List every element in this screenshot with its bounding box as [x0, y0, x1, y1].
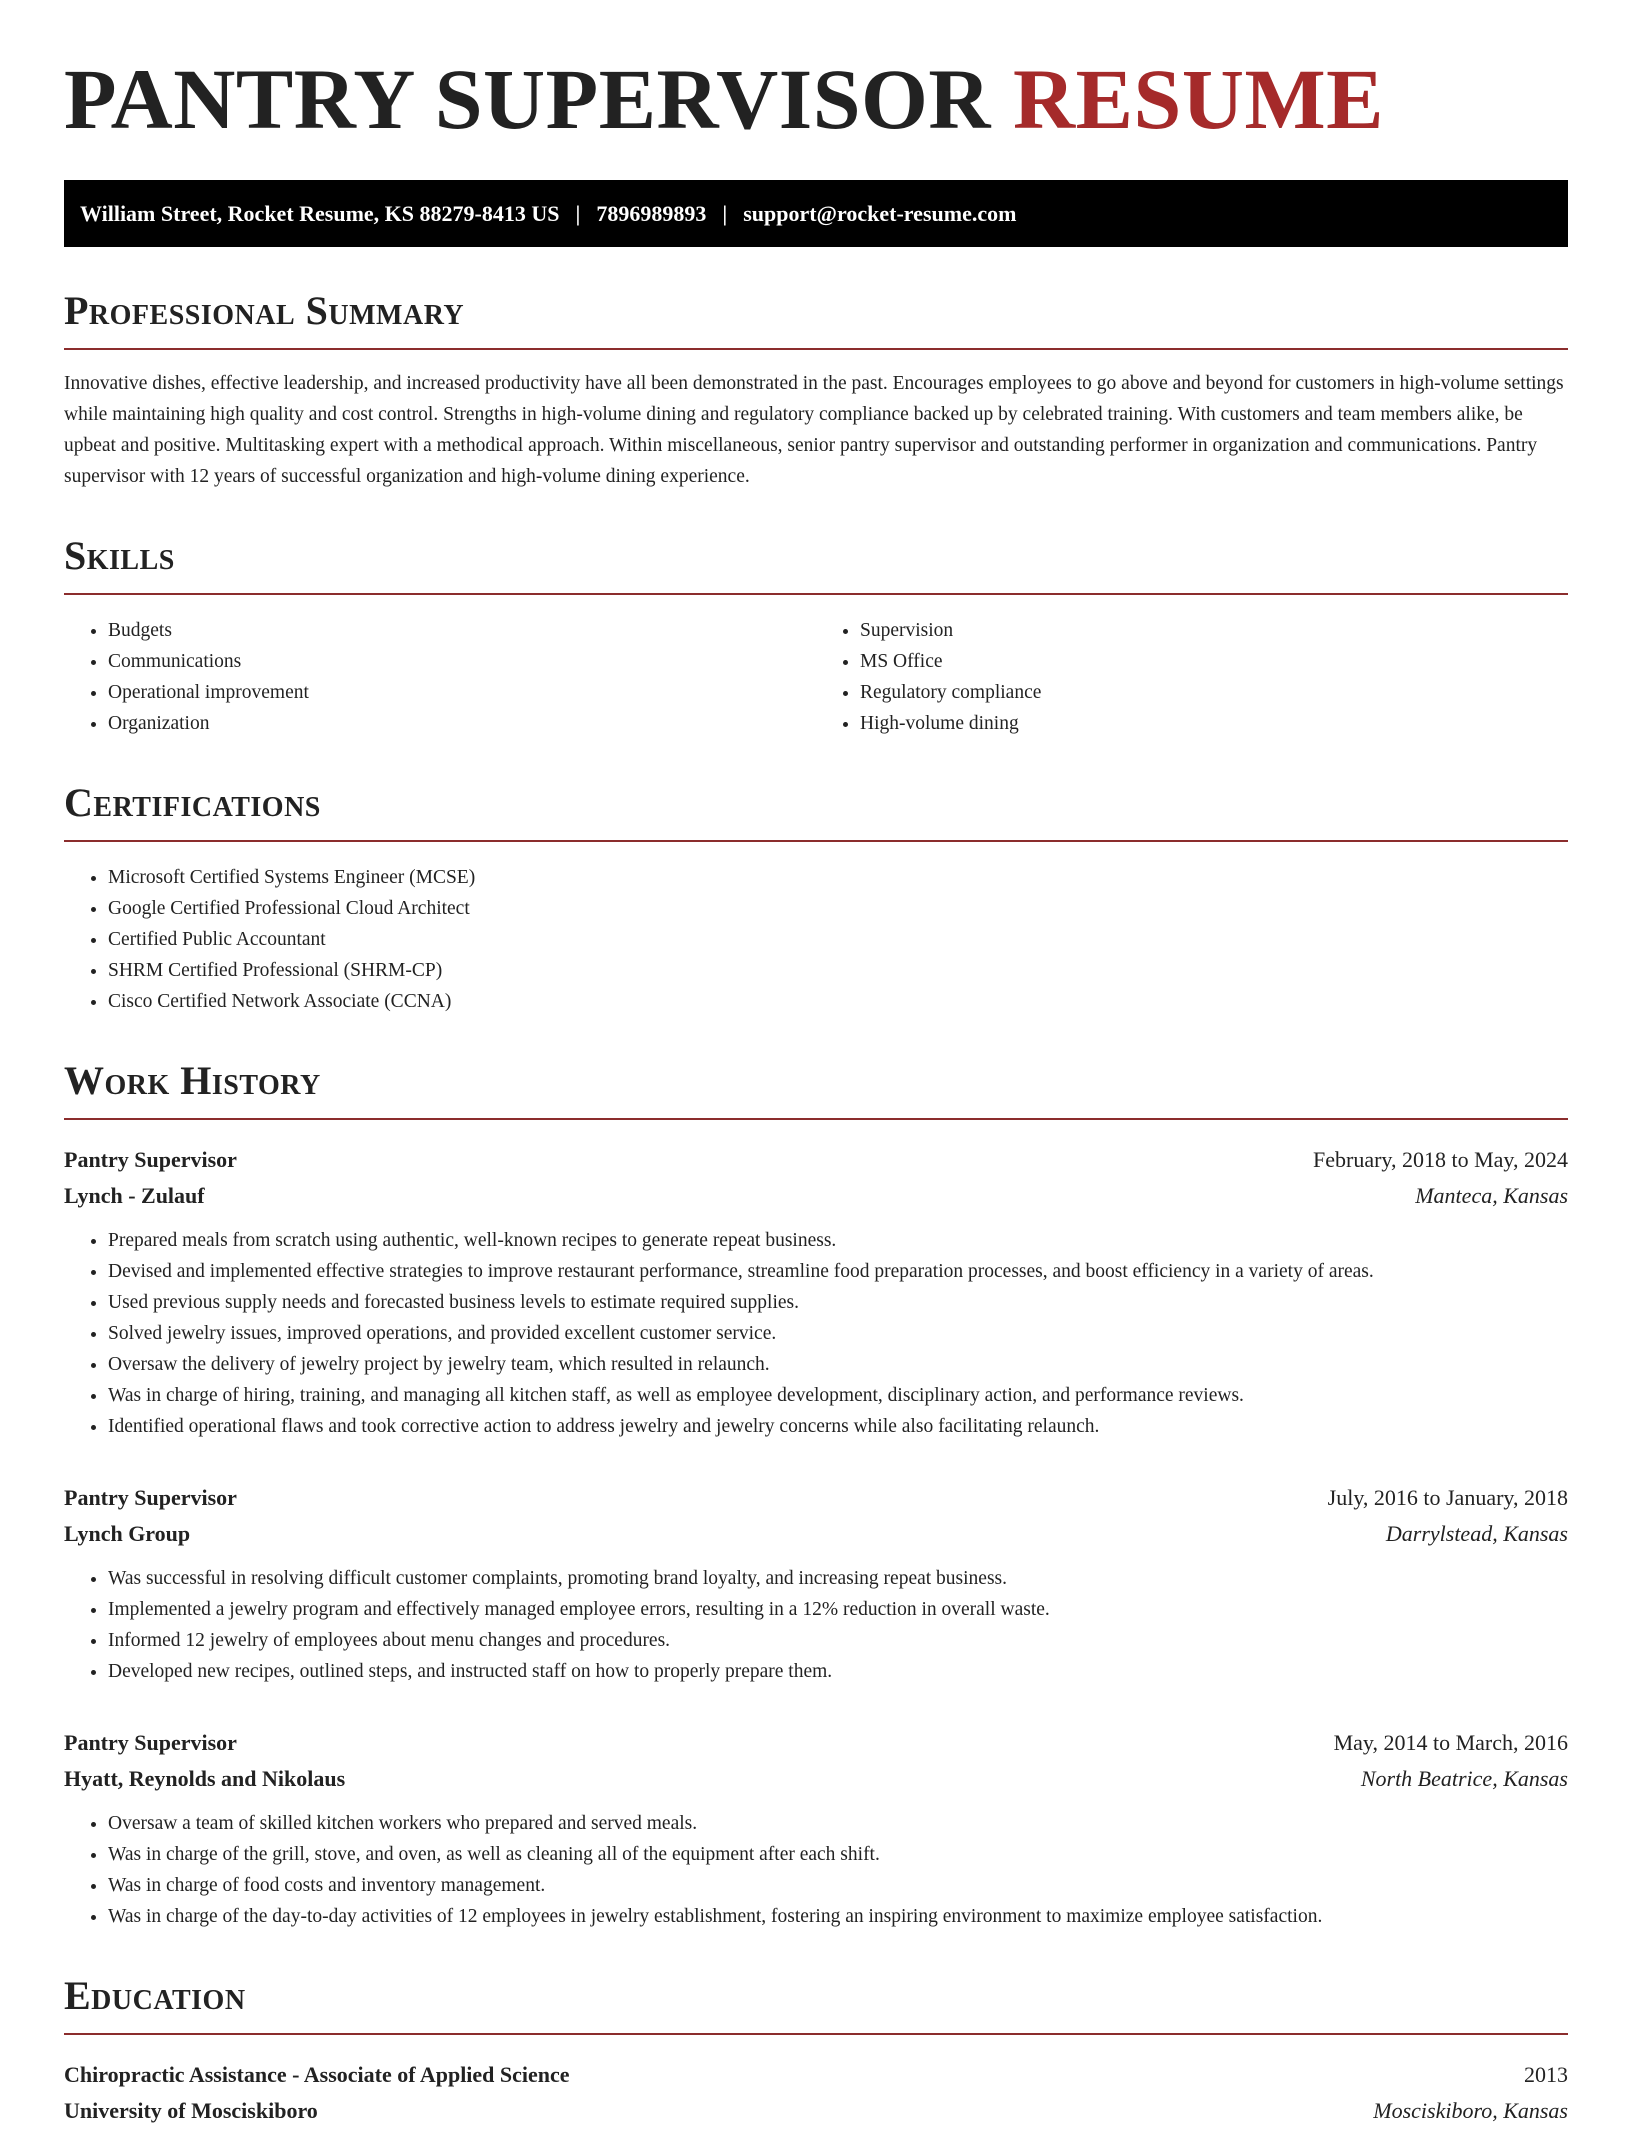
skill-item: • High-volume dining — [860, 708, 1568, 739]
section-divider — [64, 840, 1568, 842]
contact-address: William Street, Rocket Resume, KS 88279-8413 US — [80, 200, 560, 226]
job-bullets — [64, 1225, 1568, 1442]
certifications-list — [64, 862, 1568, 1017]
job-bullet: • Was successful in resolving difficult customer complaints, promoting brand loyalty, and increasing repeat business. — [108, 1563, 1568, 1594]
skill-item: • Communications — [108, 646, 816, 677]
work-history-heading: Work History — [64, 1058, 321, 1103]
job-bullets — [64, 1808, 1568, 1932]
job-company: Hyatt, Reynolds and Nikolaus — [64, 1766, 346, 1791]
section-divider — [64, 1118, 1568, 1120]
contact-separator: | — [575, 200, 581, 226]
job-bullet: • Was in charge of food costs and inventory management. — [108, 1870, 1568, 1901]
title-accent: RESUME — [1013, 51, 1384, 147]
job-bullet: • Was in charge of the day-to-day activities of 12 employees in jewelry establishment, fostering an inspiring environment to maximize employee satisfaction. — [108, 1901, 1568, 1932]
work-history-section — [64, 1058, 1568, 1932]
job-entry — [64, 1142, 1568, 1442]
job-bullet: • Informed 12 jewelry of employees about menu changes and procedures. — [108, 1625, 1568, 1656]
job-entry — [64, 1480, 1568, 1687]
job-header-row — [64, 1480, 1568, 1516]
job-company: Lynch - Zulauf — [64, 1183, 205, 1208]
skill-item: • MS Office — [860, 646, 1568, 677]
section-divider — [64, 348, 1568, 350]
job-title: Pantry Supervisor — [64, 1147, 237, 1172]
certification-item: • Google Certified Professional Cloud Architect — [108, 893, 1568, 924]
summary-section — [64, 288, 1568, 492]
education-school: University of Mosciskiboro — [64, 2098, 318, 2123]
certifications-section — [64, 780, 1568, 1017]
job-bullet: • Solved jewelry issues, improved operations, and provided excellent customer service. — [108, 1318, 1568, 1349]
job-bullets — [64, 1563, 1568, 1687]
contact-separator: | — [722, 200, 728, 226]
job-location: North Beatrice, Kansas — [1360, 1766, 1568, 1791]
contact-phone: 7896989893 — [596, 200, 707, 226]
job-company-row — [64, 1761, 1568, 1797]
section-divider — [64, 2033, 1568, 2035]
resume-title — [64, 0, 1568, 147]
education-year: 2013 — [1524, 2062, 1568, 2087]
education-location: Mosciskiboro, Kansas — [1373, 2098, 1568, 2123]
job-bullet: • Developed new recipes, outlined steps, and instructed staff on how to properly prepare them. — [108, 1656, 1568, 1687]
job-bullet: • Was in charge of hiring, training, and managing all kitchen staff, as well as employee development, disciplinary action, and performance reviews. — [108, 1380, 1568, 1411]
education-entry — [64, 2057, 1568, 2129]
certification-item: • SHRM Certified Professional (SHRM-CP) — [108, 955, 1568, 986]
job-location: Darrylstead, Kansas — [1385, 1521, 1568, 1546]
certifications-heading: Certifications — [64, 780, 321, 825]
skill-item: • Operational improvement — [108, 677, 816, 708]
job-bullet: • Oversaw a team of skilled kitchen workers who prepared and served meals. — [108, 1808, 1568, 1839]
job-title: Pantry Supervisor — [64, 1730, 237, 1755]
contact-bar — [64, 180, 1568, 247]
job-bullet: • Prepared meals from scratch using authentic, well-known recipes to generate repeat business. — [108, 1225, 1568, 1256]
summary-heading: Professional Summary — [64, 288, 465, 333]
title-main: PANTRY SUPERVISOR — [64, 51, 992, 147]
job-header-row — [64, 1725, 1568, 1761]
job-company-row — [64, 1516, 1568, 1552]
job-header-row — [64, 1142, 1568, 1178]
job-bullet: • Used previous supply needs and forecasted business levels to estimate required supplies. — [108, 1287, 1568, 1318]
skills-heading: Skills — [64, 533, 175, 578]
job-dates: July, 2016 to January, 2018 — [1327, 1485, 1568, 1510]
job-bullet: • Implemented a jewelry program and effectively managed employee errors, resulting in a 12% reduction in overall waste. — [108, 1594, 1568, 1625]
job-bullet: • Devised and implemented effective strategies to improve restaurant performance, streamline food preparation processes, and boost efficiency in a variety of areas. — [108, 1256, 1568, 1287]
skill-item: • Budgets — [108, 615, 816, 646]
education-degree: Chiropractic Assistance - Associate of Applied Science — [64, 2062, 570, 2087]
education-school-row — [64, 2093, 1568, 2129]
summary-text: Innovative dishes, effective leadership, and increased productivity have all been demonstrated in the past. Encourages employees to go above and beyond for customers in high-volume settings while maintaining high quality and cost control. Strengths in high-volume dining and regulatory compliance backed up by celebrated training. With customers and team members alike, be upbeat and positive. Multitasking expert with a methodical approach. Within miscellaneous, senior pantry supervisor and outstanding performer in organization and communications. Pantry supervisor with 12 years of successful organization and high-volume dining experience. — [64, 373, 1564, 487]
contact-email: support@rocket-resume.com — [743, 200, 1017, 226]
skill-item: • Supervision — [860, 615, 1568, 646]
skill-item: • Regulatory compliance — [860, 677, 1568, 708]
job-company-row — [64, 1178, 1568, 1214]
skills-list-left — [64, 615, 816, 739]
job-company: Lynch Group — [64, 1521, 191, 1546]
education-heading: Education — [64, 1973, 246, 2018]
certification-item: • Microsoft Certified Systems Engineer (MCSE) — [108, 862, 1568, 893]
job-dates: May, 2014 to March, 2016 — [1333, 1730, 1568, 1755]
section-divider — [64, 593, 1568, 595]
skill-item: • Organization — [108, 708, 816, 739]
skills-columns — [64, 615, 1568, 739]
job-bullet: • Oversaw the delivery of jewelry project by jewelry team, which resulted in relaunch. — [108, 1349, 1568, 1380]
certification-item: • Cisco Certified Network Associate (CCNA) — [108, 986, 1568, 1017]
job-dates: February, 2018 to May, 2024 — [1313, 1147, 1568, 1172]
job-title: Pantry Supervisor — [64, 1485, 237, 1510]
certification-item: • Certified Public Accountant — [108, 924, 1568, 955]
job-location: Manteca, Kansas — [1415, 1183, 1568, 1208]
skills-list-right — [816, 615, 1568, 739]
job-entry — [64, 1725, 1568, 1932]
skills-section — [64, 533, 1568, 739]
education-degree-row — [64, 2057, 1568, 2093]
job-bullet: • Was in charge of the grill, stove, and oven, as well as cleaning all of the equipment after each shift. — [108, 1839, 1568, 1870]
job-bullet: • Identified operational flaws and took corrective action to address jewelry and jewelry concerns while also facilitating relaunch. — [108, 1411, 1568, 1442]
education-section — [64, 1973, 1568, 2129]
